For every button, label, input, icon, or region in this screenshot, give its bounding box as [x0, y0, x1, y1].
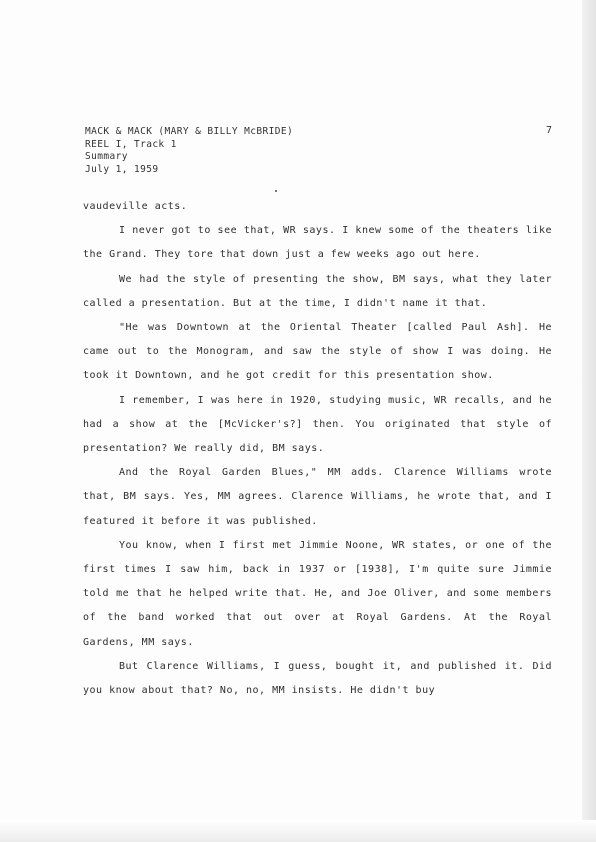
scan-speck [275, 190, 277, 192]
page-edge-shadow [582, 0, 596, 842]
header-summary: Summary [85, 151, 128, 162]
paragraph: And the Royal Garden Blues," MM adds. Clarence Williams wrote that, BM says. Yes, MM agrees. Clarence Williams, he wrote that, and I featured it before it was published. [83, 467, 552, 527]
header-reel: REEL I, Track 1 [85, 138, 177, 150]
page-number: 7 [546, 125, 553, 136]
paragraph: I never got to see that, WR says. I knew some of the theaters like the Grand. They tore that down just a few weeks ago out here. [83, 225, 552, 261]
paragraph: We had the style of presenting the show, BM says, what they later called a presentation. But at the time, I didn't name it that. [83, 273, 552, 309]
paragraph-continuation: vaudeville acts. [83, 201, 188, 212]
paragraph: But Clarence Williams, I guess, bought it, and published it. Did you know about that? No, no, MM insists. He didn't buy [83, 660, 552, 697]
document-header [85, 126, 293, 176]
header-title: MACK & MACK (MARY & BILLY McBRIDE) [85, 126, 294, 137]
paragraph: I remember, I was here in 1920, studying music, WR recalls, and he had a show at the [McVicker's?] then. You originated that style of presentation? We really did, BM says. [83, 394, 552, 455]
transcript-body [83, 195, 552, 703]
paragraph: "He was Downtown at the Oriental Theater [called Paul Ash]. He came out to the Monogram, and saw the style of show I was doing. He took it Downtown, and he got credit for this presentation show. [83, 322, 552, 382]
paragraph: You know, when I first met Jimmie Noone, WR states, or one of the first times I saw him, back in 1937 or [1938], I'm quite sure Jimmie told me that he helped write that. He, and Joe Oliver, and some members of the band worked that out over at Royal Gardens. At the Royal Gardens, MM says. [83, 539, 552, 648]
header-date: July 1, 1959 [85, 163, 159, 175]
page-bottom-shadow [0, 820, 596, 842]
